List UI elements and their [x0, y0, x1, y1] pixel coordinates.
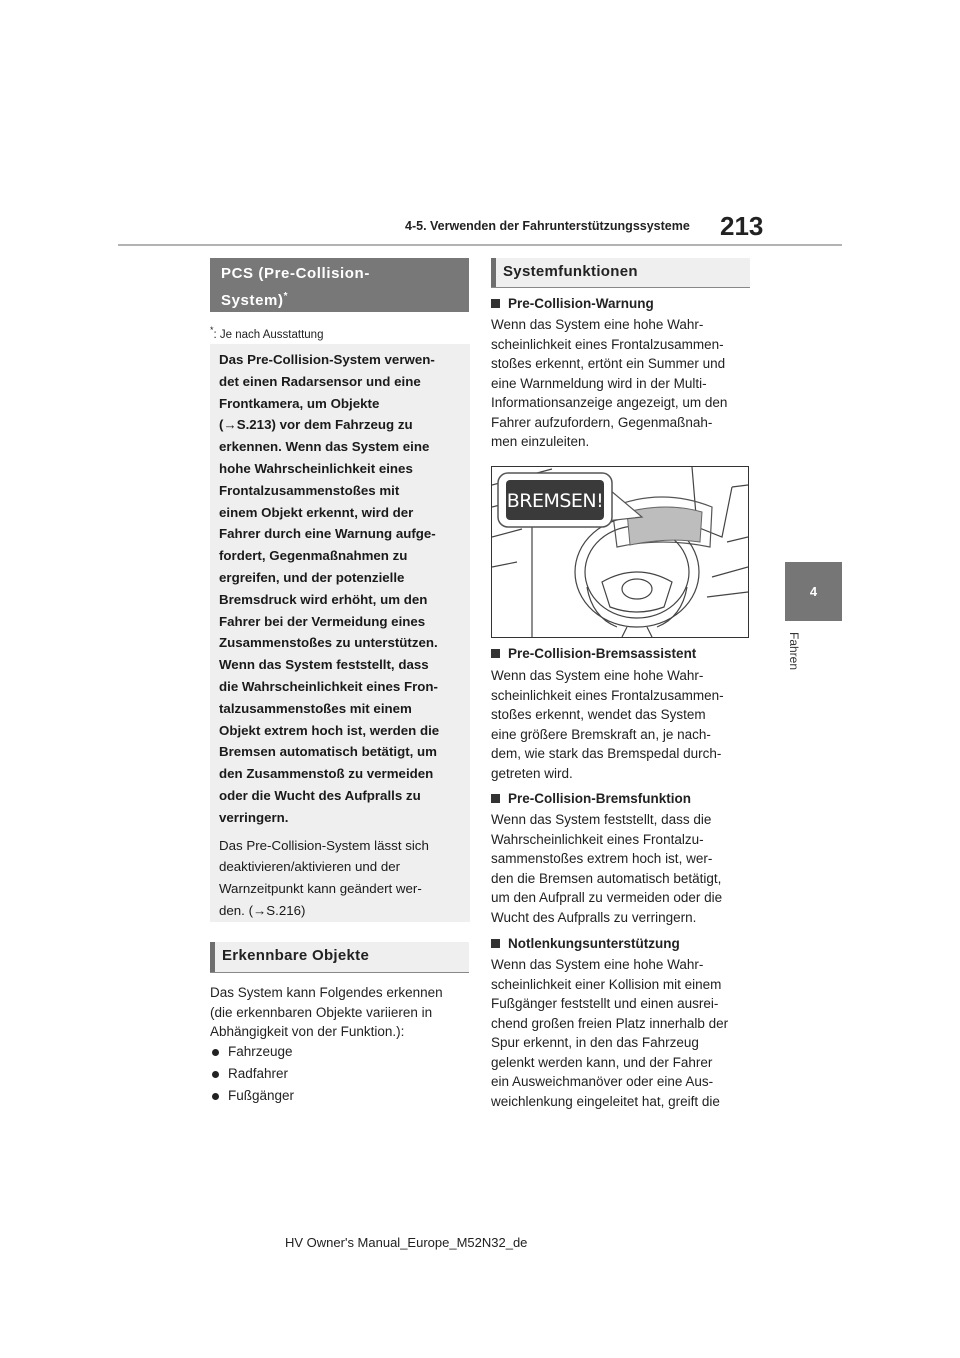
para-line: sammenstoßes extrem hoch ist, wer- — [491, 851, 713, 866]
intro-line: Das Pre-Collision-System lässt sich — [219, 837, 429, 853]
intro-line: Fahrer durch eine Warnung aufge- — [219, 526, 436, 542]
subheading-warning — [491, 296, 654, 311]
intro-line: Warnzeitpunkt kann geändert wer- — [219, 881, 422, 897]
intro-line: deaktivieren/aktivieren und der — [219, 859, 401, 875]
para-line: scheinlichkeit einer Kollision mit einem — [491, 976, 722, 992]
pcs-heading-line2 — [221, 285, 469, 312]
brake-function-paragraph — [491, 810, 753, 927]
para-line: men einzuleiten. — [491, 434, 590, 449]
list-item — [212, 1085, 294, 1107]
brake-assist-paragraph — [491, 666, 753, 783]
brake-warning-label: BREMSEN! — [506, 490, 604, 512]
intro-line: erkennen. Wenn das System eine — [219, 439, 430, 455]
detect-text — [210, 983, 472, 1042]
intro-line: Bremsen automatisch betätigt, um — [219, 744, 437, 760]
para-line: Spur erkennt, in den das Fahrzeug — [491, 1035, 699, 1050]
bullet-icon — [212, 1049, 219, 1056]
para-line: weichlenkung eingeleitet hat, greift die — [491, 1093, 720, 1109]
para-line: Wenn das System eine hohe Wahr- — [491, 668, 704, 683]
intro-line: fordert, Gegenmaßnahmen zu — [219, 548, 408, 564]
pcs-heading-star: * — [283, 291, 289, 302]
para-line: getreten wird. — [491, 765, 573, 781]
square-bullet-icon — [491, 794, 500, 803]
subheading-emergency-steering — [491, 936, 680, 951]
intro-line: oder die Wucht des Aufpralls zu — [219, 787, 421, 803]
square-bullet-icon — [491, 939, 500, 948]
para-line: ein Ausweichmanöver oder eine Aus- — [491, 1074, 714, 1089]
warning-paragraph — [491, 315, 753, 452]
para-line: stoßes erkennt, wendet das System — [491, 707, 706, 722]
detect-heading — [210, 942, 469, 973]
subheading-text: Pre-Collision-Warnung — [508, 296, 654, 311]
intro-line: talzusammenstoßes mit einem — [219, 700, 412, 716]
para-line: Wenn das System eine hohe Wahr- — [491, 317, 704, 332]
detect-line: Das System kann Folgendes erkennen — [210, 985, 443, 1000]
intro-line: Frontkamera, um Objekte — [219, 395, 380, 411]
manual-footer: HV Owner's Manual_Europe_M52N32_de — [285, 1235, 528, 1250]
subheading-brake-function — [491, 791, 691, 806]
para-line: dem, wie stark das Bremspedal durch- — [491, 746, 722, 761]
subheading-text: Pre-Collision-Bremsfunktion — [508, 791, 692, 806]
intro-line: Bremsdruck wird erhöht, um den — [219, 591, 428, 607]
square-bullet-icon — [491, 299, 500, 308]
list-item-text: Radfahrer — [228, 1066, 289, 1081]
intro-line: die Wahrscheinlichkeit eines Fron- — [219, 678, 438, 694]
detect-line: (die erkennbaren Objekte variieren in — [210, 1004, 433, 1020]
heading-bar — [210, 942, 215, 972]
square-bullet-icon — [491, 649, 500, 658]
intro-normal-text — [219, 835, 461, 922]
chapter-tab — [785, 562, 842, 621]
dashboard-illustration — [491, 466, 749, 638]
pcs-heading — [210, 258, 469, 312]
intro-line: einem Objekt erkennt, wird der — [219, 504, 414, 520]
intro-line: Frontalzusammenstoßes mit — [219, 482, 400, 498]
intro-line: ergreifen, und der potenzielle — [219, 569, 405, 585]
intro-line: den. (→S.216) — [219, 902, 306, 918]
intro-line: hohe Wahrscheinlichkeit eines — [219, 460, 413, 476]
para-line: Wenn das System eine hohe Wahr- — [491, 957, 704, 972]
system-heading-text: Systemfunktionen — [503, 263, 638, 280]
intro-line: Zusammenstoßes zu unterstützen. — [219, 635, 438, 651]
list-item-text: Fußgänger — [228, 1088, 295, 1103]
steering-wheel-icon — [492, 467, 748, 637]
para-line: um den Aufprall zu vermeiden oder die — [491, 890, 723, 905]
system-heading — [491, 258, 750, 288]
para-line: gelenkt werden kann, und der Fahrer — [491, 1054, 713, 1070]
bullet-icon — [212, 1071, 219, 1078]
intro-line: den Zusammenstoß zu vermeiden — [219, 766, 434, 782]
footnote — [210, 325, 323, 341]
subheading-text: Notlenkungsunterstützung — [508, 936, 680, 951]
chapter-label-text: Fahren — [787, 632, 801, 671]
list-item — [212, 1063, 294, 1085]
detect-heading-text: Erkennbare Objekte — [222, 947, 370, 964]
intro-bold-text — [219, 349, 461, 829]
subheading-brake-assist — [491, 646, 696, 661]
header-rule — [118, 244, 842, 246]
intro-line: Wenn das System feststellt, dass — [219, 657, 429, 673]
para-line: den die Bremsen automatisch betätigt, — [491, 870, 722, 886]
detect-line: Abhängigkeit von der Funktion.): — [210, 1024, 405, 1039]
subheading-text: Pre-Collision-Bremsassistent — [508, 646, 697, 661]
intro-line: Das Pre-Collision-System verwen- — [219, 352, 435, 367]
page-number: 213 — [720, 211, 764, 241]
detect-list — [212, 1041, 294, 1107]
list-item-text: Fahrzeuge — [228, 1044, 293, 1059]
para-line: scheinlichkeit eines Frontalzusammen- — [491, 687, 724, 703]
intro-line: verringern. — [219, 809, 289, 825]
intro-line: det einen Radarsensor und eine — [219, 373, 421, 389]
emergency-steering-paragraph — [491, 955, 753, 1111]
para-line: Wucht des Aufpralls zu verringern. — [491, 909, 697, 925]
footnote-mark: * — [210, 325, 214, 335]
list-item — [212, 1041, 294, 1063]
bullet-icon — [212, 1093, 219, 1100]
intro-line: (→S.213) vor dem Fahrzeug zu — [219, 417, 413, 433]
para-line: Wahrscheinlichkeit eines Frontalzu- — [491, 831, 704, 847]
chapter-number: 4 — [809, 584, 818, 599]
pcs-heading-text: System) — [221, 292, 284, 309]
para-line: Informationsanzeige angezeigt, um den — [491, 395, 728, 410]
footnote-text: : Je nach Ausstattung — [213, 328, 324, 341]
intro-line: Objekt extrem hoch ist, werden die — [219, 722, 440, 738]
para-line: scheinlichkeit eines Frontalzusammen- — [491, 336, 724, 352]
para-line: chend großen freien Platz innerhalb der — [491, 1015, 729, 1031]
para-line: Fahrer aufzufordern, Gegenmaßnah- — [491, 414, 713, 430]
para-line: eine Warnmeldung wird in der Multi- — [491, 375, 707, 391]
chapter-label — [787, 632, 801, 692]
para-line: Wenn das System feststellt, dass die — [491, 812, 712, 827]
pcs-heading-line1: PCS (Pre-Collision- — [221, 265, 370, 282]
intro-line: Fahrer bei der Vermeidung eines — [219, 613, 426, 629]
section-title: 4-5. Verwenden der Fahrunterstützungssysteme — [405, 219, 690, 233]
para-line: stoßes erkennt, ertönt ein Summer und — [491, 356, 726, 371]
intro-box — [210, 344, 470, 922]
para-line: eine größere Bremskraft an, je nach- — [491, 726, 711, 742]
heading-bar — [491, 258, 496, 287]
para-line: Fußgänger feststellt und einen ausrei- — [491, 996, 719, 1011]
